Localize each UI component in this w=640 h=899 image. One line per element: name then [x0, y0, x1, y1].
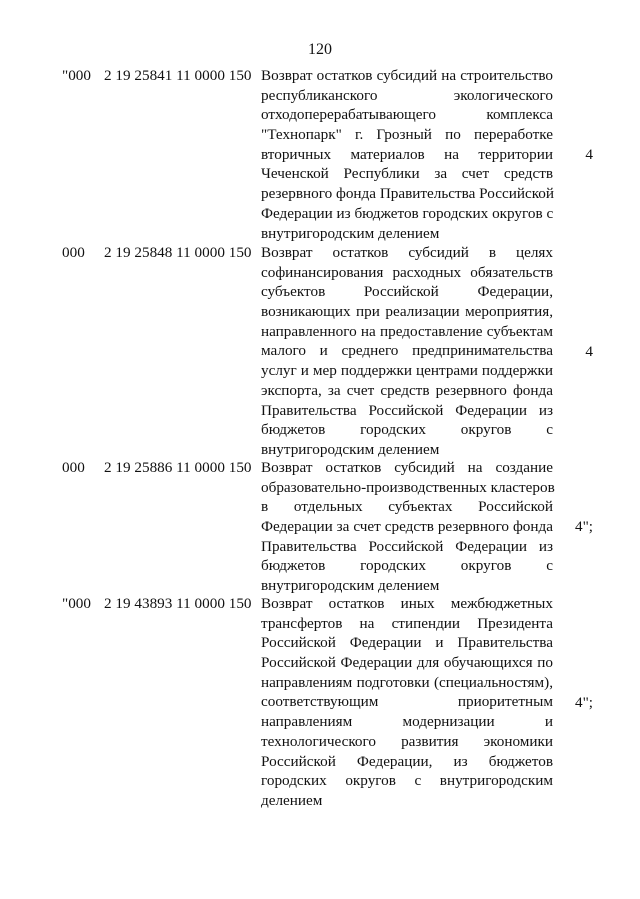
name-line: трансфертов на стипендии Президента	[261, 614, 553, 632]
page-number: 120	[308, 41, 332, 58]
name-line: услуг и мер поддержки центрами поддержки	[261, 362, 553, 380]
name-line: субъектов Российской Федерации,	[261, 283, 553, 301]
name-line: "Технопарк" г. Грозный по переработке	[261, 126, 553, 144]
admin-code: 000	[62, 244, 85, 261]
row-name	[261, 458, 553, 596]
name-line: направлениям подготовки (специальностям),	[261, 673, 553, 691]
name-line: внутригородским делением	[261, 224, 440, 242]
name-line: Российской Федерации для обучающихся по	[261, 654, 553, 672]
name-line: отходоперерабатывающего комплекса	[261, 106, 553, 124]
name-line: возникающих при реализации мероприятия,	[261, 303, 553, 321]
admin-code: "000	[62, 595, 91, 612]
name-line: Возврат остатков субсидий на создание	[261, 459, 553, 476]
name-line: направлениям модернизации и	[261, 713, 553, 731]
name-line: Возврат остатков субсидий на строительство	[261, 67, 553, 84]
name-line: направленного на предоставление субъектам	[261, 322, 553, 340]
name-line: экспорта, за счет средств резервного фонда	[261, 381, 553, 399]
name-line: образовательно-производственных кластеров	[261, 478, 555, 496]
name-line: соответствующим приоритетным	[261, 693, 553, 711]
name-line: делением	[261, 791, 323, 809]
admin-code: "000	[62, 67, 91, 84]
budget-code: 2 19 25841 11 0000 150	[104, 67, 252, 84]
name-line: технологического развития экономики	[261, 732, 553, 750]
admin-code: 000	[62, 459, 85, 476]
name-line: Федерации из бюджетов городских округов с	[261, 204, 554, 222]
row-name	[261, 594, 553, 811]
name-line: софинансирования расходных обязательств	[261, 263, 553, 281]
budget-code: 2 19 25886 11 0000 150	[104, 459, 252, 476]
name-line: бюджетов городских округов с	[261, 557, 553, 575]
name-line: внутригородским делением	[261, 577, 440, 595]
budget-code: 2 19 43893 11 0000 150	[104, 595, 252, 612]
name-line: внутригородским делением	[261, 440, 440, 458]
name-line: Правительства Российской Федерации из	[261, 401, 553, 419]
name-line: резервного фонда Правительства Российской	[261, 185, 555, 203]
name-line: городских округов с внутригородским	[261, 772, 553, 790]
row-value: 4";	[574, 694, 593, 711]
row-value: 4";	[574, 518, 593, 535]
name-line: в отдельных субъектах Российской	[261, 498, 553, 516]
row-value: 4	[585, 146, 593, 163]
name-line: Федерации за счет средств резервного фонда	[261, 518, 553, 536]
name-line: Чеченской Республики за счет средств	[261, 165, 553, 183]
name-line: вторичных материалов на территории	[261, 145, 553, 163]
name-line: Возврат остатков субсидий в целях	[261, 244, 553, 261]
budget-code: 2 19 25848 11 0000 150	[104, 244, 252, 261]
row-name	[261, 66, 553, 243]
name-line: республиканского экологического	[261, 86, 553, 104]
name-line: Российской Федерации, из бюджетов	[261, 752, 553, 770]
row-name	[261, 243, 553, 460]
name-line: малого и среднего предпринимательства	[261, 342, 553, 360]
name-line: Возврат остатков иных межбюджетных	[261, 595, 553, 612]
name-line: бюджетов городских округов с	[261, 421, 553, 439]
name-line: Правительства Российской Федерации из	[261, 537, 553, 555]
row-value: 4	[585, 343, 593, 360]
name-line: Российской Федерации и Правительства	[261, 634, 553, 652]
